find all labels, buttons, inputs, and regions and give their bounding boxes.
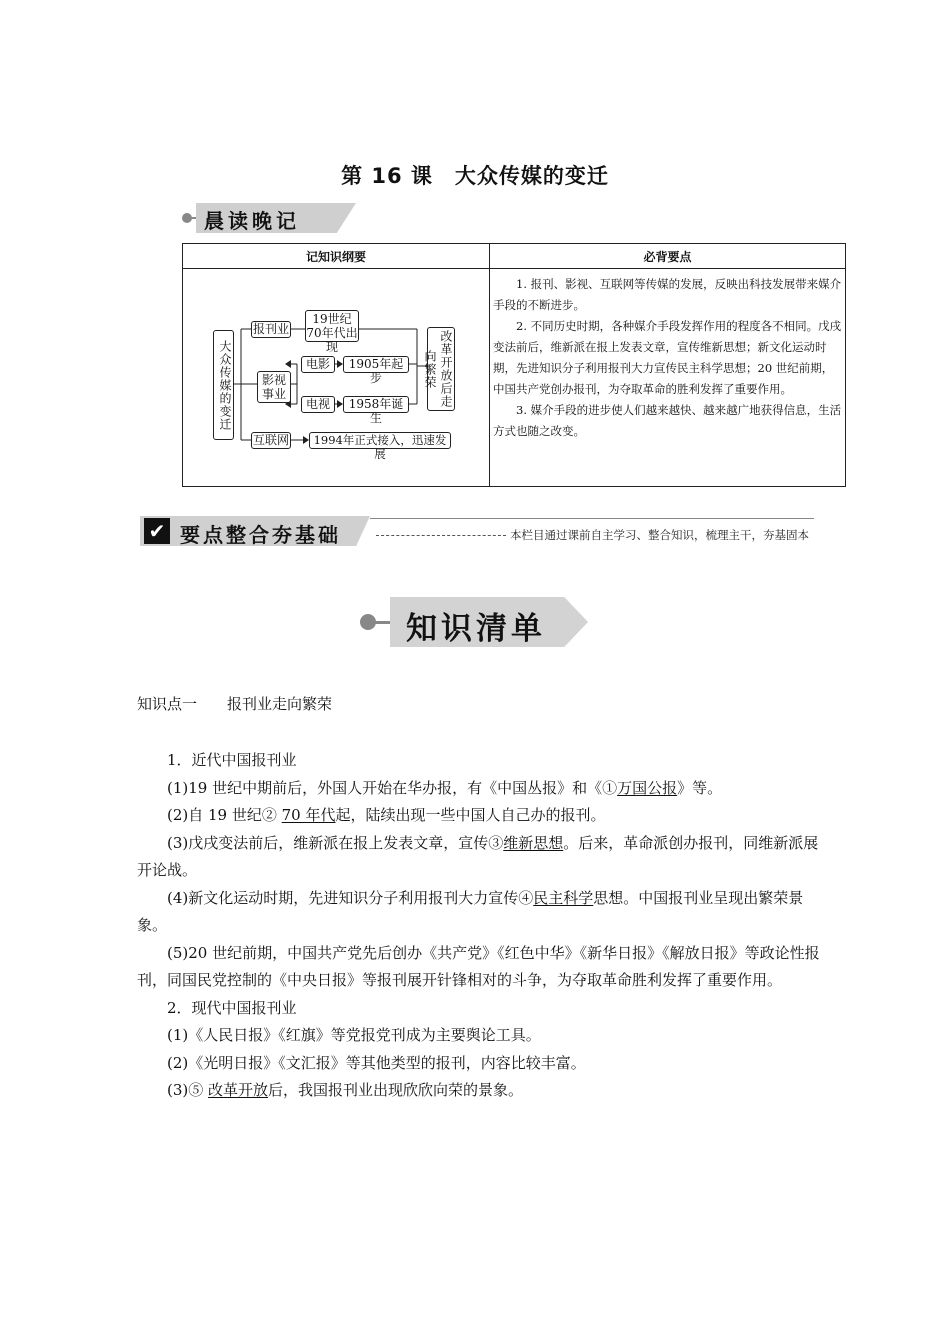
bullet-dot-icon — [360, 614, 376, 630]
paragraph: (2)《光明日报》《文汇报》等其他类型的报刊，内容比较丰富。 — [167, 1053, 586, 1072]
page-title: 第 16 课 大众传媒的变迁 — [341, 164, 609, 188]
section-body — [137, 747, 827, 1105]
key-point: 2. 不同历史时期，各种媒介手段发挥作用的程度各不相同。戊戌变法前后，维新派在报上发表文章，宣传维新思想；新文化运动时期，先进知识分子利用报刊大力宣传民主科学思想；20 世纪前期，中国共产党创办报刊，为夺取革命的胜利发挥了重要作用。 — [493, 319, 842, 396]
answer-blank: 万国公报 — [617, 778, 678, 797]
paragraph — [137, 802, 827, 830]
text: 》等。 — [677, 778, 723, 797]
banner-points-note: 本栏目通过课前自主学习、整合知识，梳理主干，夯基固本 — [510, 528, 809, 542]
diagram-tv-detail: 1958年诞生 — [343, 396, 409, 413]
diagram-newspaper-detail: 19世纪70年代出现 — [306, 312, 358, 354]
check-icon: ✔ — [144, 518, 170, 544]
text: (3)⑤ — [167, 1081, 209, 1099]
diagram-film: 电影 — [301, 356, 335, 373]
diagram-reform: 改革开放后走向繁荣 — [427, 327, 455, 411]
knowledge-table — [182, 243, 846, 487]
text: (4)新文化运动时期，先进知识分子利用报刊大力宣传④ — [167, 888, 534, 907]
banner-morning — [182, 202, 367, 234]
banner-topline — [370, 518, 814, 519]
banner-list-label: 知识清单 — [406, 611, 546, 647]
diagram-tv: 电视 — [301, 396, 335, 413]
text: (3)戊戌变法前后，维新派在报上发表文章，宣传③ — [167, 833, 504, 852]
text: 起，陆续出现一些中国人自己办的报刊。 — [335, 806, 606, 824]
subsection-title: 1．近代中国报刊业 — [167, 751, 297, 769]
paragraph — [137, 775, 827, 803]
header-outline: 记知识纲要 — [305, 250, 366, 264]
key-point: 1. 报刊、影视、互联网等传媒的发展，反映出科技发展带来媒介手段的不断进步。 — [493, 277, 842, 312]
section-title: 知识点一 报刊业走向繁荣 — [137, 695, 333, 713]
diagram-newspaper: 报刊业 — [252, 322, 289, 336]
diagram-internet: 互联网 — [252, 433, 289, 447]
answer-blank: 民主科学 — [533, 888, 594, 907]
text: 后，我国报刊业出现欣欣向荣的景象。 — [268, 1081, 524, 1099]
key-points — [493, 274, 843, 442]
answer-blank: 改革开放 — [208, 1081, 269, 1099]
key-point: 3. 媒介手段的进步使人们越来越快、越来越广地获得信息，生活方式也随之改变。 — [493, 403, 842, 438]
diagram-film-tv: 影视事业 — [257, 371, 291, 403]
banner-dashline — [376, 535, 506, 536]
answer-blank: 维新思想 — [503, 833, 564, 852]
table-divider — [489, 244, 490, 486]
subsection-title: 2．现代中国报刊业 — [167, 998, 297, 1017]
diagram-root: 大众传媒的变迁 — [213, 330, 234, 440]
text: 。后来，革命派创办报刊，同维新派展开论战。 — [137, 833, 819, 879]
text: (1)19 世纪中期前后，外国人开始在华办报，有《中国丛报》和《① — [167, 778, 618, 797]
text: 思想。中国报刊业呈现出繁荣景象。 — [137, 888, 804, 934]
diagram-film-detail: 1905年起步 — [343, 356, 409, 373]
banner-points-label: 要点整合夯基础 — [180, 523, 341, 547]
banner-list — [360, 597, 590, 647]
paragraph: (1)《人民日报》《红旗》等党报党刊成为主要舆论工具。 — [167, 1026, 541, 1044]
text: (2)自 19 世纪② — [167, 806, 282, 824]
banner-dash — [375, 621, 391, 624]
paragraph: (5)20 世纪前期，中国共产党先后创办《共产党》《红色中华》《新华日报》《解放日报》等政论性报刊，同国民党控制的《中央日报》等报刊展开针锋相对的斗争，为夺取革命胜利发挥了重要作用。 — [137, 943, 820, 989]
paragraph — [137, 830, 827, 885]
banner-morning-label: 晨读晚记 — [204, 209, 300, 233]
answer-blank: 70 年代 — [281, 806, 336, 824]
banner-points — [140, 514, 820, 548]
header-key-points: 必背要点 — [643, 250, 692, 264]
paragraph — [137, 1077, 827, 1105]
paragraph — [137, 885, 827, 940]
diagram-internet-detail: 1994年正式接入，迅速发展 — [309, 432, 451, 449]
